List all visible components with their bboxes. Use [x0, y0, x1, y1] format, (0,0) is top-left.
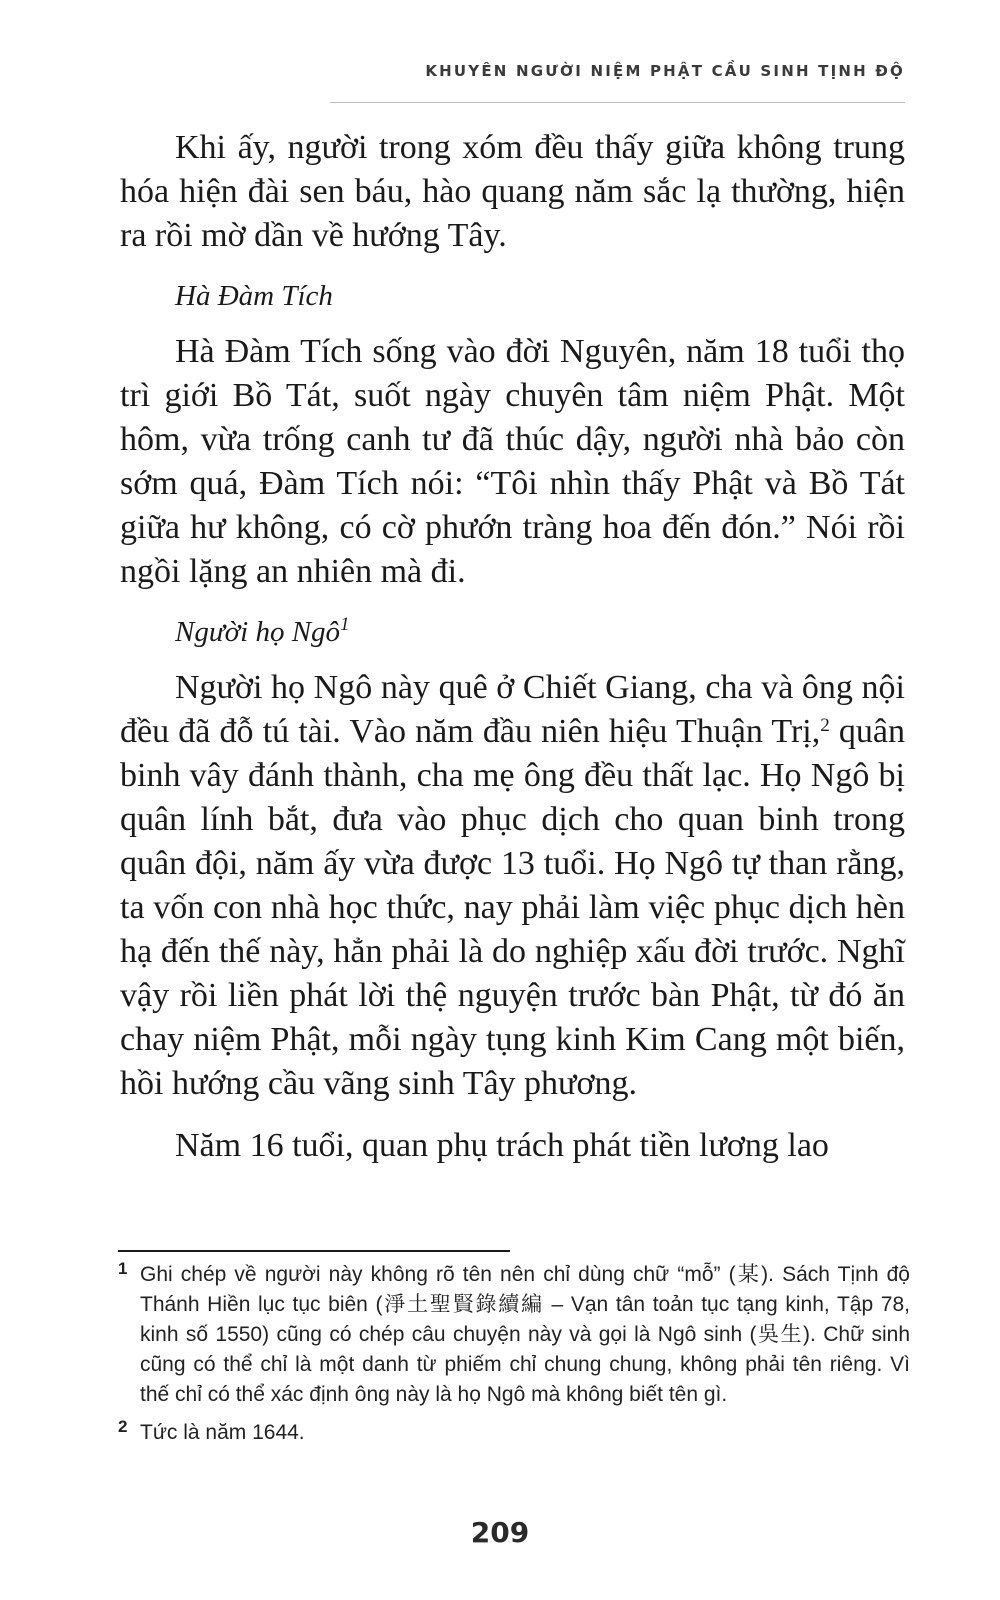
footnote-number: 1 [118, 1259, 128, 1278]
section-title-nguoi-ho-ngo [120, 612, 905, 652]
paragraph-4: Năm 16 tuổi, quan phụ trách phát tiền lương lao [175, 1127, 829, 1164]
main-text [120, 126, 905, 1168]
section-title-text: Người họ Ngô [175, 616, 341, 648]
running-header: KHUYÊN NGƯỜI NIỆM PHẬT CẦU SINH TỊNH ĐỘ [425, 62, 905, 80]
footnote-text: Ghi chép về người này không rõ tên nên chỉ dùng chữ “mỗ” (某). Sách Tịnh độ Thánh Hiền lục tục biên (淨土聖賢錄續編 – Vạn tân toản tục tạng kinh, Tập 78, kinh số 1550) cũng có chép câu chuyện này và gọi là Ngô sinh (吳生). Chữ sinh cũng có thể chỉ là một danh từ phiếm chỉ chung chung, không phải tên riêng. Vì thế chỉ có thể xác định ông này là họ Ngô mà không biết tên gì. [140, 1263, 910, 1406]
paragraph-3 [120, 666, 905, 1106]
footnote-1 [118, 1260, 910, 1410]
footnote-ref-2[interactable]: 2 [820, 715, 830, 736]
footnotes [118, 1260, 910, 1456]
footnote-2 [118, 1418, 910, 1448]
paragraph-3-part-a: Người họ Ngô này quê ở Chiết Giang, cha và ông nội đều đã đỗ tú tài. Vào năm đầu niên hiệu Thuận Trị, [120, 669, 905, 750]
footnote-ref-1[interactable]: 1 [340, 614, 350, 635]
section-title-ha-dam-tich: Hà Đàm Tích [175, 280, 333, 312]
header-divider [330, 102, 905, 103]
page-number: 209 [470, 1516, 530, 1549]
paragraph-1: Khi ấy, người trong xóm đều thấy giữa không trung hóa hiện đài sen báu, hào quang năm sắc lạ thường, hiện ra rồi mờ dần về hướng Tây. [120, 129, 905, 254]
paragraph-2: Hà Đàm Tích sống vào đời Nguyên, năm 18 tuổi thọ trì giới Bồ Tát, suốt ngày chuyên tâm niệm Phật. Một hôm, vừa trống canh tư đã thúc dậy, người nhà bảo còn sớm quá, Đàm Tích nói: “Tôi nhìn thấy Phật và Bồ Tát giữa hư không, có cờ phướn tràng hoa đến đón.” Nói rồi ngồi lặng an nhiên mà đi. [120, 333, 905, 590]
footnote-number: 2 [118, 1417, 128, 1436]
footnote-divider [118, 1250, 510, 1252]
paragraph-3-part-b: quân binh vây đánh thành, cha mẹ ông đều thất lạc. Họ Ngô bị quân lính bắt, đưa vào phục dịch cho quan binh trong quân đội, năm ấy vừa được 13 tuổi. Họ Ngô tự than rằng, ta vốn con nhà học thức, nay phải làm việc phục dịch hèn hạ đến thế này, hẳn phải là do nghiệp xấu đời trước. Nghĩ vậy rồi liền phát lời thệ nguyện trước bàn Phật, từ đó ăn chay niệm Phật, mỗi ngày tụng kinh Kim Cang một biến, hồi hướng cầu vãng sinh Tây phương. [120, 713, 905, 1102]
footnote-text: Tức là năm 1644. [140, 1421, 305, 1444]
